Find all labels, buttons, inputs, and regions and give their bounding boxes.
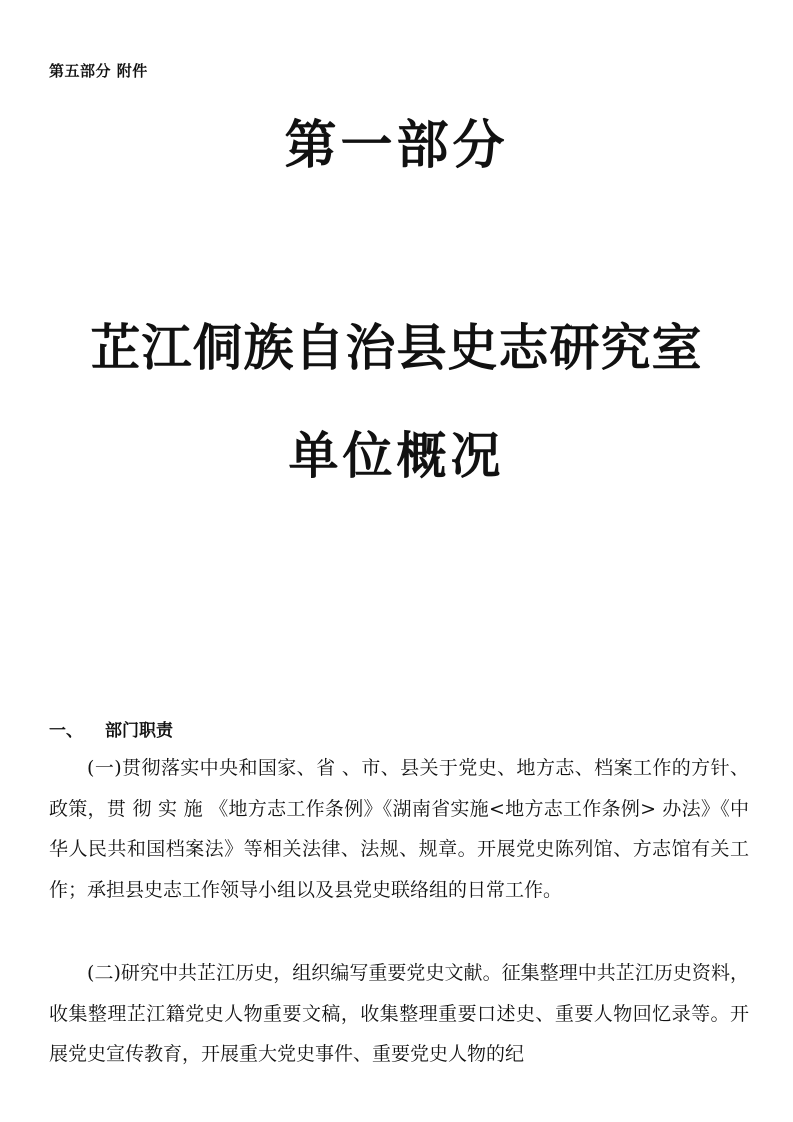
section-title: 部门职责 [105, 721, 173, 741]
part-title: 第一部分 [284, 115, 509, 176]
section-number: 一、 [49, 721, 83, 741]
paragraph-block-1 [49, 748, 749, 910]
section-heading [49, 716, 173, 741]
section-note: 第五部分 附件 [49, 62, 148, 80]
unit-title-line2: 单位概况 [288, 426, 505, 485]
unit-title-line1: 芷江侗族自治县史志研究室 [90, 318, 703, 377]
paragraph: (二)研究中共芷江历史，组织编写重要党史文献。征集整理中共芷江历史资料，收集整理芷江籍党史人物重要文稿，收集整理重要口述史、重要人物回忆录等。开展党史宣传教育，开展重大党史事件、重要党史人物的纪 [49, 962, 749, 1065]
paragraph: (一)贯彻落实中央和国家、省 、市、县关于党史、地方志、档案工作的方针、政策，贯 彻 实 施 《地方志工作条例》《湖南省实施<地方志工作条例> 办法》《中华人民共和国档案法》等相关法律、法规、规章。开展党史陈列馆、方志馆有关工作；承担县史志工作领导小组以及县党史联络组的日常工作。 [49, 757, 749, 901]
paragraph-block-2 [49, 953, 749, 1075]
